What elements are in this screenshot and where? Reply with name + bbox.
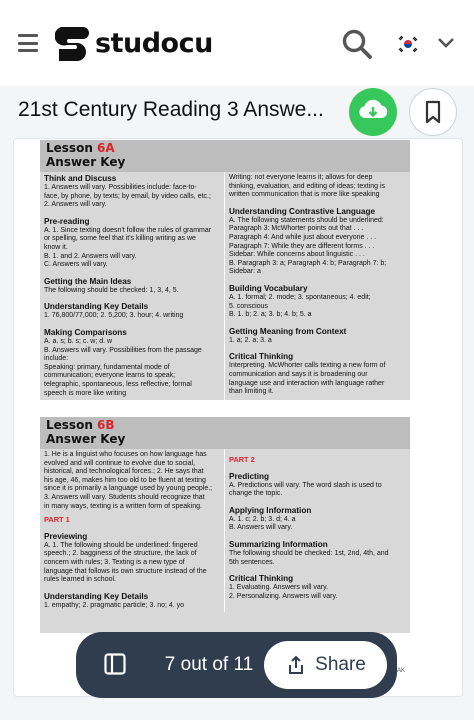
section-heading: Understanding Key Details <box>44 591 149 601</box>
answer-line: A. 1. c; 2. b; 3. d; 4. a <box>229 515 296 523</box>
download-button[interactable] <box>349 88 397 136</box>
answer-line: 1. a; 2. a; 3. a <box>229 336 272 344</box>
answer-line: written communication that is more like speaking <box>229 191 380 199</box>
answer-line: The following should be checked: 1st, 2nd, 4th, and <box>229 549 389 557</box>
answer-line: speech is more like writing <box>44 389 127 397</box>
answer-line: Speaking: primary, fundamental mode of <box>44 363 170 371</box>
left-column <box>40 172 225 400</box>
answer-line: language that follows its own structure instead of the <box>44 567 207 575</box>
answer-line: 1. 76,800/77,000; 2. 5,200; 3. hour; 4. writing <box>44 312 184 320</box>
page-thumbnails-icon[interactable] <box>104 653 126 675</box>
answer-line: include: <box>44 355 69 363</box>
language-flag-icon[interactable] <box>397 33 419 55</box>
answer-line: A. a. s; b. s; c. w; d. w <box>44 337 113 345</box>
bookmark-button[interactable] <box>409 88 457 136</box>
answer-line: or spelling, some feel that it's killing writing as we <box>44 235 196 243</box>
section-heading: Understanding Contrastive Language <box>229 206 376 216</box>
answer-line: Interpreting. McWhorter calls texting a new form of <box>229 362 386 370</box>
section-heading: Previewing <box>44 531 88 541</box>
answer-line: communication; everyone learns to speak; <box>44 372 176 380</box>
section-heading: Applying Information <box>229 505 312 515</box>
part-label: PART 2 <box>229 455 255 464</box>
menu-icon[interactable] <box>18 34 38 52</box>
answer-line: language use and interaction with language rather <box>229 379 385 387</box>
answer-line: historical, and technological forces.; 2. He says that <box>44 468 204 476</box>
answer-line: concern with rules; 3. Texting is a new type of <box>44 558 185 566</box>
answer-line: know it. <box>44 243 68 251</box>
answer-line: 3. Answers will vary. Students should recognize that <box>44 493 205 501</box>
studocu-logo[interactable] <box>55 24 213 62</box>
answer-key-title: Answer Key <box>46 155 126 169</box>
answer-line: B. Answers will vary. Possibilities from the passage <box>44 346 202 354</box>
answer-line: in many ways, texting is a written form of speaking. <box>44 502 202 510</box>
lesson-header <box>40 140 410 172</box>
answer-line: change the topic. <box>229 490 283 498</box>
answer-key-title: Answer Key <box>46 432 126 446</box>
answer-line: Paragraph 7: While they are different forms . . . <box>229 242 375 250</box>
answer-line: thinking, evaluation, and editing of ideas; texting is <box>229 182 386 190</box>
answer-line: A. 1. formal; 2. mode; 3. spontaneous; 4. edit; <box>229 293 371 301</box>
lesson-number: 6B <box>97 418 115 432</box>
answer-line: 1. He is a linguist who focuses on how language has <box>44 451 207 458</box>
answer-key-page-6a <box>40 140 410 400</box>
lesson-label: Lesson <box>46 418 93 432</box>
page-navigator <box>76 632 397 698</box>
answer-line: 1. empathy; 2. pragmatic particle; 3. no; 4. yo <box>44 601 185 609</box>
left-column <box>40 449 225 612</box>
answer-line: Paragraph 4: And while just about everyone . . . <box>229 233 377 241</box>
answer-line: Sidebar: a <box>229 268 261 276</box>
chevron-down-icon[interactable] <box>436 36 456 50</box>
part-label: PART 1 <box>44 515 70 525</box>
section-heading: Predicting <box>229 471 270 481</box>
answer-line: Writing: not everyone learns it; allows for deep <box>229 174 373 181</box>
right-column <box>225 449 410 612</box>
section-heading: Pre-reading <box>44 216 90 226</box>
section-heading: Critical Thinking <box>229 574 294 584</box>
answer-line: since it is primarily a language used by young people.; <box>44 485 213 493</box>
section-heading: Think and Discuss <box>44 174 117 183</box>
answer-line: A. 1. The following should be underlined: fingered <box>44 541 198 549</box>
answer-line: telegraphic, spontaneous, less reflective; formal <box>44 380 192 388</box>
answer-line: A. 1. Since texting doesn't follow the rules of grammar <box>44 226 212 234</box>
answer-line: his age, 46, makes him too old to be fluent at texting <box>44 476 206 484</box>
answer-line: A. The following statements should be underlined: <box>229 216 384 224</box>
answer-line: 5th sentences. <box>229 558 275 566</box>
answer-line: 1. Evaluating. Answers will vary. <box>229 584 329 592</box>
answer-line: B. Answers will vary. <box>229 524 293 532</box>
bookmark-icon <box>410 89 456 135</box>
answer-line: Paragraph 3: McWhorter points out that . . . <box>229 225 364 233</box>
answer-line: Sidebar: While concerns about linguistic . . . <box>229 251 365 259</box>
section-heading: Getting the Main Ideas <box>44 276 132 286</box>
section-heading: Summarizing Information <box>229 539 328 549</box>
section-heading: Understanding Key Details <box>44 302 149 312</box>
answer-line: B. Paragraph 3: a; Paragraph 4: b; Paragraph 7: b; <box>229 259 387 267</box>
search-icon[interactable] <box>341 28 373 60</box>
lesson-number: 6A <box>97 141 115 155</box>
section-heading: Building Vocabulary <box>229 283 308 293</box>
answer-line: rules learned in school. <box>44 576 116 584</box>
answer-line: face, by phone, by texts; by email, by video calls, etc.; <box>44 192 211 200</box>
document-viewer[interactable] <box>13 138 463 697</box>
share-label: Share <box>315 654 366 675</box>
answer-line: The following should be checked: 1, 3, 4, 5. <box>44 286 179 294</box>
answer-line: communication and says it is broadening our <box>229 370 368 378</box>
answer-line: 2. Personalizing. Answers will vary. <box>229 592 338 600</box>
lesson-header <box>40 417 410 449</box>
answer-line: evolved and will continue to evolve due to social, <box>44 459 195 467</box>
share-icon <box>285 654 307 676</box>
section-heading: Critical Thinking <box>229 352 294 362</box>
section-heading: Making Comparisons <box>44 327 127 337</box>
answer-line: than limiting it. <box>229 388 274 396</box>
answer-line: 2. Answers will vary. <box>44 201 107 209</box>
right-column <box>225 172 410 400</box>
answer-line: B. 1. b; 2. a; 3. b; 4. b; 5. a <box>229 311 312 319</box>
document-title: 21st Century Reading 3 Answe... <box>18 98 324 121</box>
answer-line: speech.; 2. bagginess of the structure, the lack of <box>44 550 197 558</box>
logo-text: studocu <box>95 27 213 59</box>
answer-line: 5. conscious <box>229 302 268 310</box>
top-bar <box>0 0 474 86</box>
answer-line: B. 1. and 2. Answers will vary. <box>44 252 137 260</box>
section-heading: Getting Meaning from Context <box>229 326 347 336</box>
studocu-logo-mark <box>55 25 89 61</box>
page-counter: 7 out of 11 <box>164 654 254 675</box>
answer-line: A. Predictions will vary. The word slash is used to <box>229 481 382 489</box>
answer-line: 1. Answers will vary. Possibilities include: face-to- <box>44 184 197 191</box>
page-fragment-text: AK <box>397 668 406 674</box>
answer-key-page-6b <box>40 417 410 633</box>
lesson-label: Lesson <box>46 141 93 155</box>
share-button[interactable] <box>264 641 387 689</box>
answer-line: C. Answers will vary. <box>44 261 108 269</box>
download-cloud-icon <box>349 88 397 136</box>
